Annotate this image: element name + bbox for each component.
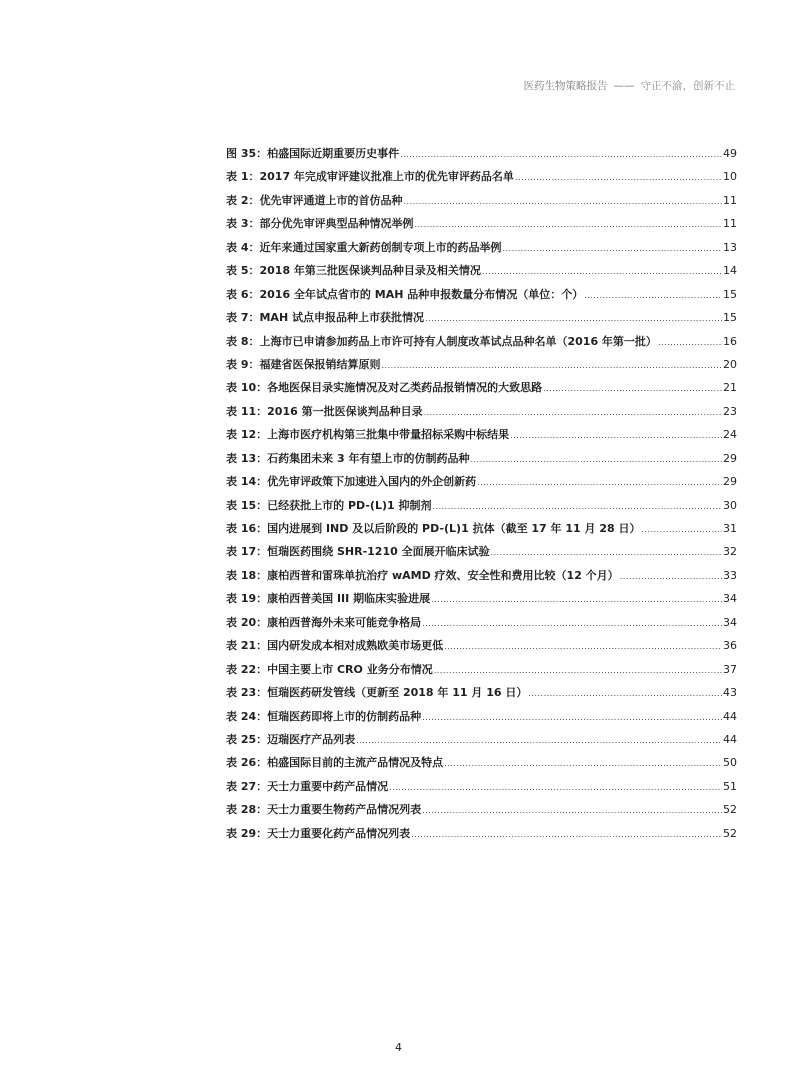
toc-entry-page: 51 [723, 779, 737, 793]
toc-leader-dots [389, 783, 722, 792]
toc-entry-page: 30 [723, 498, 737, 512]
toc-entry-page: 13 [723, 240, 737, 254]
report-motto: 守正不渝，创新不止 [640, 80, 735, 92]
toc-leader-dots [403, 197, 722, 206]
toc-entry[interactable] [226, 731, 737, 754]
toc-entry-title: 表 19：康柏西普美国 III 期临床实验进展 [226, 592, 431, 606]
page-number: 4 [395, 1041, 402, 1054]
toc-entry-page: 15 [723, 287, 737, 301]
toc-entry[interactable] [226, 661, 737, 684]
toc-leader-dots [434, 666, 722, 675]
toc-leader-dots [424, 408, 722, 417]
toc-leader-dots [477, 478, 722, 487]
toc-entry[interactable] [226, 801, 737, 824]
toc-entry-title: 表 27：天士力重要中药产品情况 [226, 779, 389, 793]
toc-entry[interactable] [226, 262, 737, 285]
toc-entry-page: 11 [723, 193, 737, 207]
toc-entry-title: 表 20：康柏西普海外未来可能竞争格局 [226, 615, 422, 629]
toc-entry[interactable] [226, 520, 737, 543]
toc-entry[interactable] [226, 286, 737, 309]
toc-entry-title: 表 22：中国主要上市 CRO 业务分布情况 [226, 662, 433, 676]
toc-entry-page: 15 [723, 311, 737, 325]
toc-entry-page: 33 [723, 568, 737, 582]
toc-entry-title: 表 4：近年来通过国家重大新药创制专项上市的药品举例 [226, 240, 502, 254]
toc-entry-title: 表 3：部分优先审评典型品种情况举例 [226, 217, 414, 231]
toc-leader-dots [528, 689, 722, 698]
toc-entry-page: 24 [723, 428, 737, 442]
toc-entry[interactable] [226, 497, 737, 520]
toc-entry-title: 表 2：优先审评通道上市的首仿品种 [226, 193, 403, 207]
header-separator: —— [613, 80, 635, 92]
toc-entry-title: 表 14：优先审评政策下加速进入国内的外企创新药 [226, 475, 477, 489]
toc-entry-title: 表 21：国内研发成本相对成熟欧美市场更低 [226, 639, 444, 653]
toc-entry[interactable] [226, 403, 737, 426]
toc-entry[interactable] [226, 168, 737, 191]
toc-entry-page: 31 [723, 522, 737, 535]
toc-leader-dots [515, 173, 722, 182]
toc-entry-title: 图 35：柏盛国际近期重要历史事件 [226, 147, 400, 160]
toc-entry[interactable] [226, 754, 737, 777]
toc-entry-page: 52 [723, 826, 737, 840]
toc-entry-page: 44 [723, 709, 737, 723]
toc-entry[interactable] [226, 778, 737, 801]
toc-entry[interactable] [226, 708, 737, 731]
toc-leader-dots [482, 267, 722, 276]
toc-entry-title: 表 11：2016 第一批医保谈判品种目录 [226, 404, 423, 418]
toc-entry[interactable] [226, 192, 737, 215]
toc-leader-dots [400, 150, 722, 159]
toc-entry-page: 32 [723, 545, 737, 559]
toc-leader-dots [356, 736, 722, 745]
toc-leader-dots [641, 525, 722, 534]
toc-entry-title: 表 9：福建省医保报销结算原则 [226, 357, 381, 371]
toc-entry-page: 11 [723, 217, 737, 231]
toc-entry[interactable] [226, 215, 737, 238]
toc-leader-dots [584, 291, 722, 300]
toc-entry-page: 29 [723, 475, 737, 489]
toc-leader-dots [658, 338, 722, 347]
toc-entry[interactable] [226, 426, 737, 449]
toc-entry[interactable] [226, 239, 737, 262]
toc-entry[interactable] [226, 684, 737, 707]
toc-leader-dots [422, 713, 722, 722]
toc-leader-dots [444, 642, 722, 651]
toc-entry[interactable] [226, 333, 737, 356]
toc-entry[interactable] [226, 590, 737, 613]
toc-entry-title: 表 12：上海市医疗机构第三批集中带量招标采购中标结果 [226, 428, 510, 442]
toc-entry-page: 37 [723, 662, 737, 676]
toc-entry[interactable] [226, 567, 737, 590]
toc-entry-page: 34 [723, 615, 737, 629]
toc-entry-title: 表 17：恒瑞医药围绕 SHR-1210 全面展开临床试验 [226, 545, 490, 559]
toc-leader-dots [411, 830, 722, 839]
toc-entry[interactable] [226, 543, 737, 566]
toc-leader-dots [431, 595, 722, 604]
toc-entry[interactable] [226, 637, 737, 660]
toc-leader-dots [491, 548, 722, 557]
table-of-contents [226, 145, 737, 848]
page-header [524, 78, 736, 93]
toc-entry[interactable] [226, 356, 737, 379]
toc-entry-page: 52 [723, 803, 737, 817]
toc-leader-dots [470, 455, 722, 464]
toc-entry-title: 表 26：柏盛国际目前的主流产品情况及特点 [226, 756, 444, 770]
toc-entry-page: 10 [723, 170, 737, 184]
toc-entry-title: 表 10：各地医保目录实施情况及对乙类药品报销情况的大致思路 [226, 381, 543, 395]
toc-entry-title: 表 29：天士力重要化药产品情况列表 [226, 826, 411, 840]
report-title: 医药生物策略报告 [523, 80, 608, 92]
toc-entry-title: 表 5：2018 年第三批医保谈判品种目录及相关情况 [226, 264, 481, 278]
toc-entry-title: 表 28：天士力重要生物药产品情况列表 [226, 803, 422, 817]
toc-entry-page: 36 [723, 639, 737, 653]
toc-entry-page: 44 [723, 732, 737, 746]
toc-entry-page: 34 [723, 592, 737, 606]
toc-entry-page: 49 [723, 147, 737, 160]
toc-entry-title: 表 23：恒瑞医药研发管线（更新至 2018 年 11 月 16 日） [226, 686, 528, 700]
toc-entry-title: 表 25：迈瑞医疗产品列表 [226, 732, 356, 746]
toc-entry[interactable] [226, 379, 737, 402]
toc-entry-title: 表 13：石药集团未来 3 年有望上市的仿制药品种 [226, 451, 470, 465]
toc-entry-title: 表 18：康柏西普和雷珠单抗治疗 wAMD 疗效、安全性和费用比较（12 个月） [226, 568, 619, 582]
toc-entry-title: 表 7：MAH 试点申报品种上市获批情况 [226, 311, 424, 325]
toc-leader-dots [543, 384, 722, 393]
toc-entry[interactable] [226, 825, 737, 848]
toc-leader-dots [414, 220, 722, 229]
toc-entry-title: 表 1：2017 年完成审评建议批准上市的优先审评药品名单 [226, 170, 514, 184]
toc-entry[interactable] [226, 145, 737, 168]
toc-entry-page: 16 [723, 334, 737, 348]
toc-entry-title: 表 16：国内进展到 IND 及以后阶段的 PD-(L)1 抗体（截至 17 年 11 月 28 日） [226, 522, 641, 535]
toc-entry-page: 29 [723, 451, 737, 465]
toc-entry-title: 表 8：上海市已申请参加药品上市许可持有人制度改革试点品种名单（2016 年第一批） [226, 334, 657, 348]
toc-leader-dots [381, 361, 722, 370]
toc-leader-dots [422, 619, 722, 628]
toc-entry-title: 表 15：已经获批上市的 PD-(L)1 抑制剂 [226, 498, 432, 512]
toc-entry-title: 表 6：2016 全年试点省市的 MAH 品种申报数量分布情况（单位：个） [226, 287, 584, 301]
toc-leader-dots [432, 502, 722, 511]
toc-entry-page: 14 [723, 264, 737, 278]
toc-leader-dots [510, 431, 722, 440]
toc-leader-dots [425, 314, 722, 323]
toc-entry[interactable] [226, 473, 737, 496]
toc-entry[interactable] [226, 309, 737, 332]
toc-entry-page: 20 [723, 357, 737, 371]
toc-entry-page: 23 [723, 404, 737, 418]
toc-entry[interactable] [226, 614, 737, 637]
toc-leader-dots [422, 806, 722, 815]
toc-entry-page: 43 [723, 686, 737, 700]
toc-leader-dots [444, 759, 722, 768]
toc-entry-page: 50 [723, 756, 737, 770]
toc-entry-title: 表 24：恒瑞医药即将上市的仿制药品种 [226, 709, 422, 723]
toc-entry[interactable] [226, 450, 737, 473]
toc-leader-dots [502, 244, 722, 253]
toc-leader-dots [620, 572, 722, 581]
toc-entry-page: 21 [723, 381, 737, 395]
